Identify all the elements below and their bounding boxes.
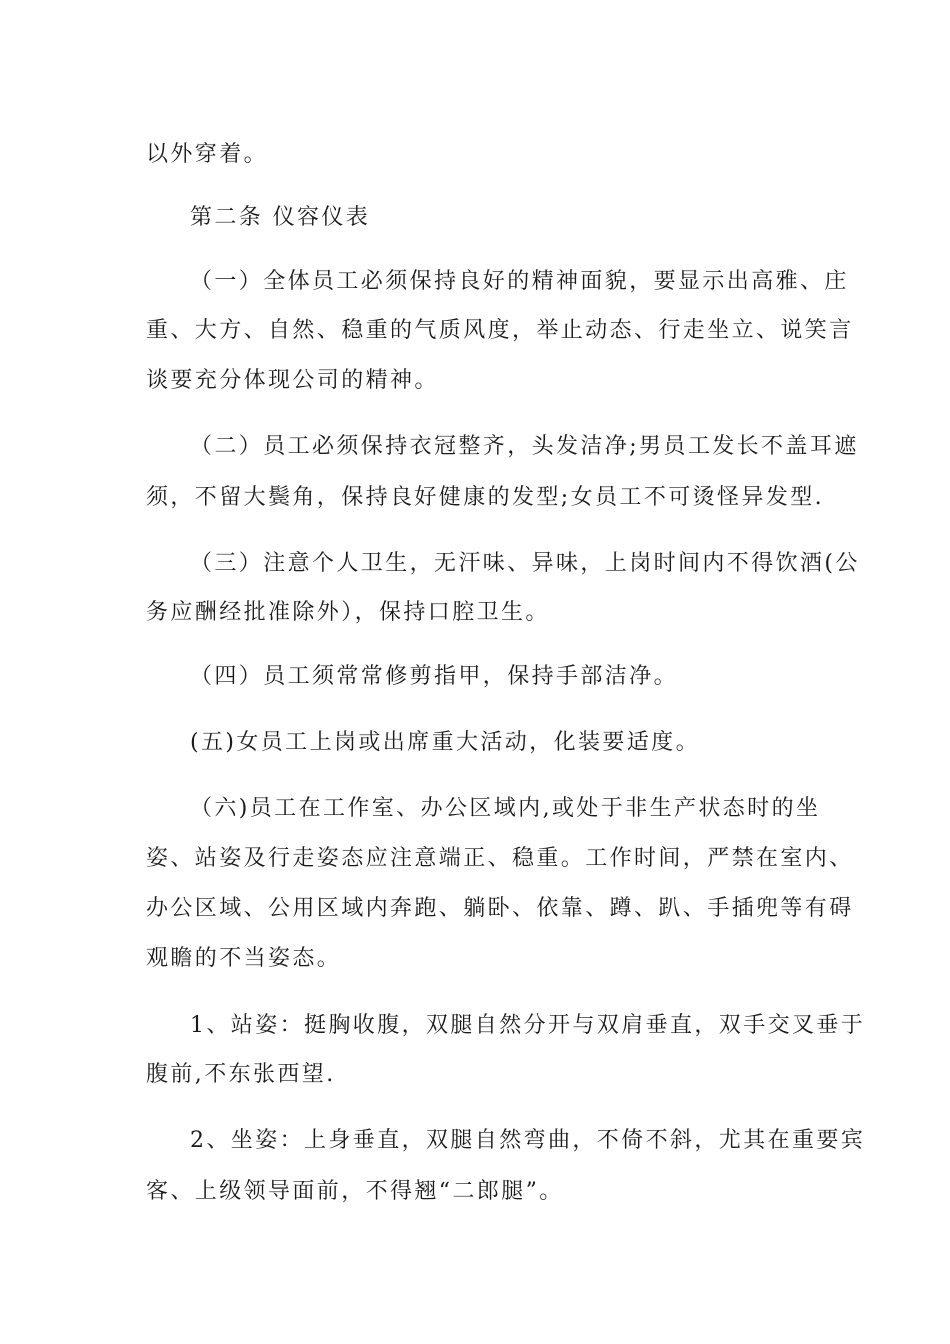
text-line: 1、站姿：挺胸收腹，双腿自然分开与双肩垂直，双手交叉垂于	[190, 1013, 866, 1038]
text-line: （三）注意个人卫生，无汗味、异味，上岗时间内不得饮酒(公	[190, 551, 860, 576]
text-line: 姿、站姿及行走姿态应注意端正、稳重。工作时间，严禁在室内、	[146, 846, 854, 871]
text-line: （四）员工须常常修剪指甲，保持手部洁净。	[190, 664, 679, 689]
text-line: 谈要充分体现公司的精神。	[146, 368, 439, 393]
text-line: 办公区域、公用区域内奔跑、躺卧、依靠、蹲、趴、手插兜等有碍	[146, 896, 854, 921]
text-line: (五)女员工上岗或出席重大活动，化装要适度。	[190, 730, 700, 755]
text-line: （一）全体员工必须保持良好的精神面貌，要显示出高雅、庄	[190, 269, 849, 294]
text-line: 2、坐姿：上身垂直，双腿自然弯曲，不倚不斜，尤其在重要宾	[190, 1128, 866, 1153]
text-line: （六)员工在工作室、办公区域内,或处于非生产状态时的坐	[190, 796, 821, 821]
text-line: 客、上级领导面前，不得翘“二郎腿”。	[146, 1179, 564, 1204]
text-line: （二）员工必须保持衣冠整齐，头发洁净;男员工发长不盖耳遮	[190, 434, 859, 459]
text-line: 务应酬经批准除外），保持口腔卫生。	[146, 600, 550, 625]
text-line: 观瞻的不当姿态。	[146, 946, 342, 971]
text-line: 重、大方、自然、稳重的气质风度，举止动态、行走坐立、说笑言	[146, 318, 854, 343]
text-line: 须，不留大鬓角，保持良好健康的发型;女员工不可烫怪异发型.	[146, 485, 825, 510]
text-line: 腹前,不东张西望.	[146, 1062, 336, 1087]
text-line: 以外穿着。	[146, 142, 269, 167]
section-heading: 第二条 仪容仪表	[190, 205, 371, 230]
